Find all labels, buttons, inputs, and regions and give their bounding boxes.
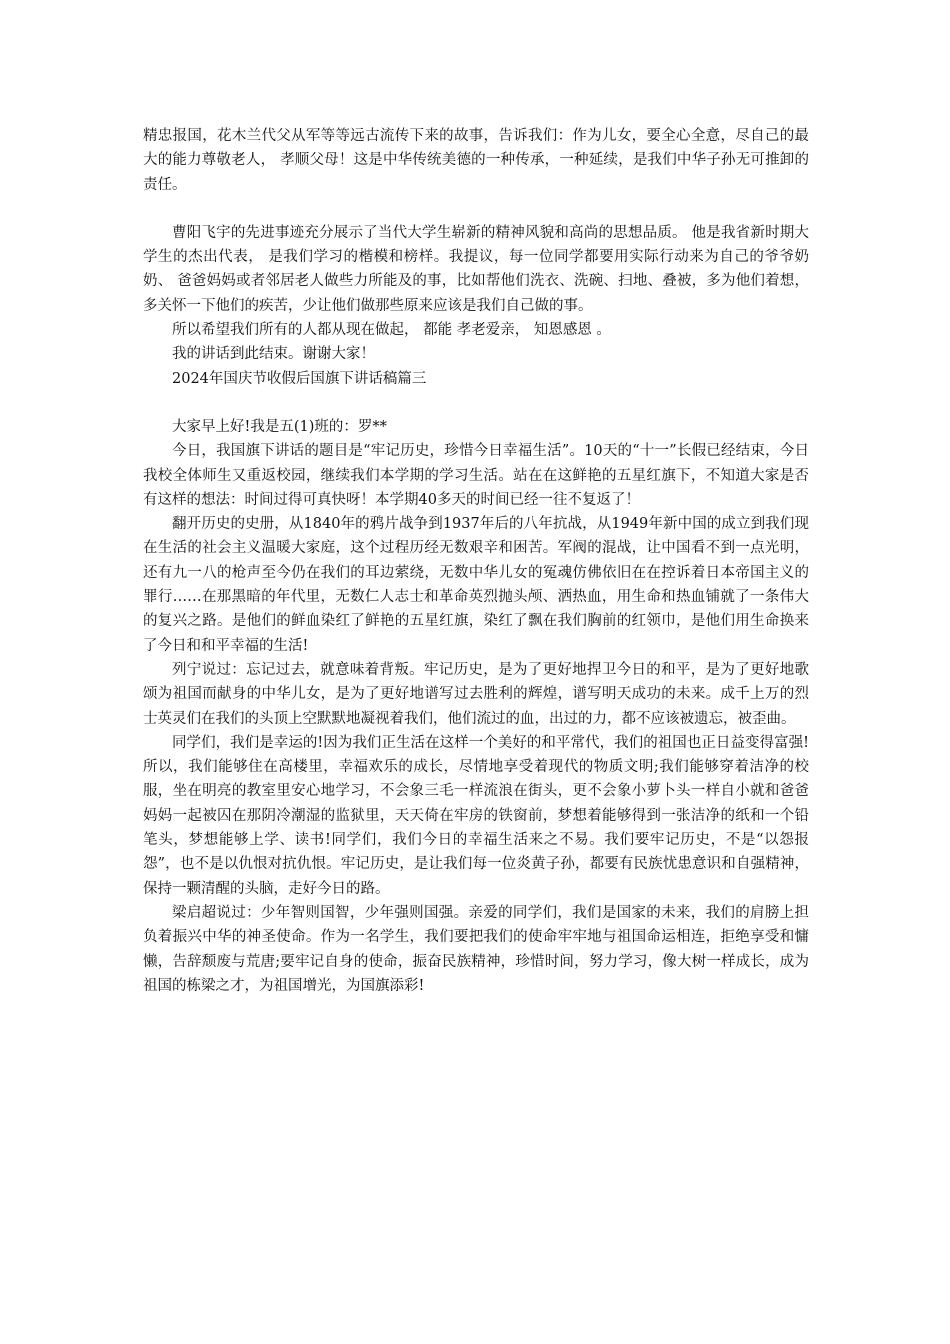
paragraph-10: 同学们，我们是幸运的!因为我们正生活在这样一个美好的和平常代，我们的祖国也正日益变得富强!所以，我们能够住在高楼里，幸福欢乐的成长，尽情地享受着现代的物质文明;我们能够穿着洁净的校服，坐在明亮的教室里安心地学习，不会象三毛一样流浪在街头，更不会象小萝卜头一样自小就和爸爸妈妈一起被囚在那阴冷潮湿的监狱里，天天倚在牢房的铁窗前，梦想着能够得到一张洁净的纸和一个铅笔头，梦想能够上学、读书!同学们，我们今日的幸福生活来之不易。我们要牢记历史，不是“以怨报怨”，也不是以仇恨对抗仇恨。牢记历史，是让我们每一位炎黄子孙，都要有民族忧患意识和自强精神，保持一颗清醒的头脑，走好今日的路。 bbox=[143, 734, 809, 897]
blank-line bbox=[143, 391, 809, 415]
paragraph-9: 列宁说过：忘记过去，就意味着背叛。牢记历史，是为了更好地捍卫今日的和平，是为了更好地歌颂为祖国而献身的中华儿女，是为了更好地谱写过去胜利的辉煌，谱写明天成功的未来。成千上万的烈士英灵们在我们的头顶上空默默地凝视着我们，他们流过的血，出过的力，都不应该被遗忘，被歪曲。 bbox=[143, 661, 809, 727]
greeting-paragraph: 大家早上好!我是五(1)班的：罗** bbox=[172, 418, 387, 435]
paragraph-4: 我的讲话到此结束。谢谢大家！ bbox=[172, 346, 375, 363]
paragraph-8: 翻开历史的史册，从1840年的鸦片战争到1937年后的八年抗战，从1949年新中国的成立到我们现在生活的社会主义温暖大家庭，这个过程历经无数艰辛和困苦。军阀的混战，让中国看不到一点光明，还有九一八的枪声至今仍在我们的耳边萦绕，无数中华儿女的冤魂仿佛依旧在在控诉着日本帝国主义的罪行……在那黑暗的年代里，无数仁人志士和革命英烈抛头颅、洒热血，用生命和热血铺就了一条伟大的复兴之路。是他们的鲜血染红了鲜艳的五星红旗，染红了飘在我们胸前的红领巾，是他们用生命换来了今日和和平幸福的生活! bbox=[143, 516, 809, 654]
paragraph-1: 精忠报国，花木兰代父从军等等远古流传下来的故事，告诉我们：作为儿女，要全心全意，尽自己的最大的能力尊敬老人， 孝顺父母！这是中华传统美德的一种传承，一种延续，是我们中华子孙无可推卸的责任。 bbox=[143, 128, 809, 193]
paragraph-7: 今日，我国旗下讲话的题目是“牢记历史，珍惜今日幸福生活”。10天的“十一”长假已经结束，今日我校全体师生又重返校园，继续我们本学期的学习生活。站在在这鲜艳的五星红旗下，不知道大家是否有这样的想法：时间过得可真快呀！本学期40多天的时间已经一往不复返了！ bbox=[143, 443, 809, 508]
document-body bbox=[143, 124, 809, 998]
paragraph-3: 所以希望我们所有的人都从现在做起， 都能 孝老爱亲， 知恩感恩 。 bbox=[172, 322, 611, 339]
section-heading: 2024年国庆节收假后国旗下讲话稿篇三 bbox=[172, 370, 427, 387]
paragraph-2: 曹阳飞宇的先进事迹充分展示了当代大学生崭新的精神风貌和高尚的思想品质。 他是我省新时期大学生的杰出代表， 是我们学习的楷模和榜样。我提议，每一位同学都要用实际行动来为自己的爷爷奶奶、 爸爸妈妈或者邻居老人做些力所能及的事，比如帮他们洗衣、洗碗、扫地、叠被，多为他们着想，多关怀一下他们的疾苦，少让他们做那些原来应该是我们自己做的事。 bbox=[143, 224, 809, 314]
blank-line bbox=[143, 197, 809, 221]
paragraph-11: 梁启超说过：少年智则国智，少年强则国强。亲爱的同学们，我们是国家的未来，我们的肩膀上担负着振兴中华的神圣使命。作为一名学生，我们要把我们的使命牢牢地与祖国命运相连，拒绝享受和慵懒，告辞颓废与荒唐;要牢记自身的使命，振奋民族精神，珍惜时间，努力学习，像大树一样成长，成为祖国的栋梁之才，为祖国增光，为国旗添彩! bbox=[143, 904, 809, 994]
